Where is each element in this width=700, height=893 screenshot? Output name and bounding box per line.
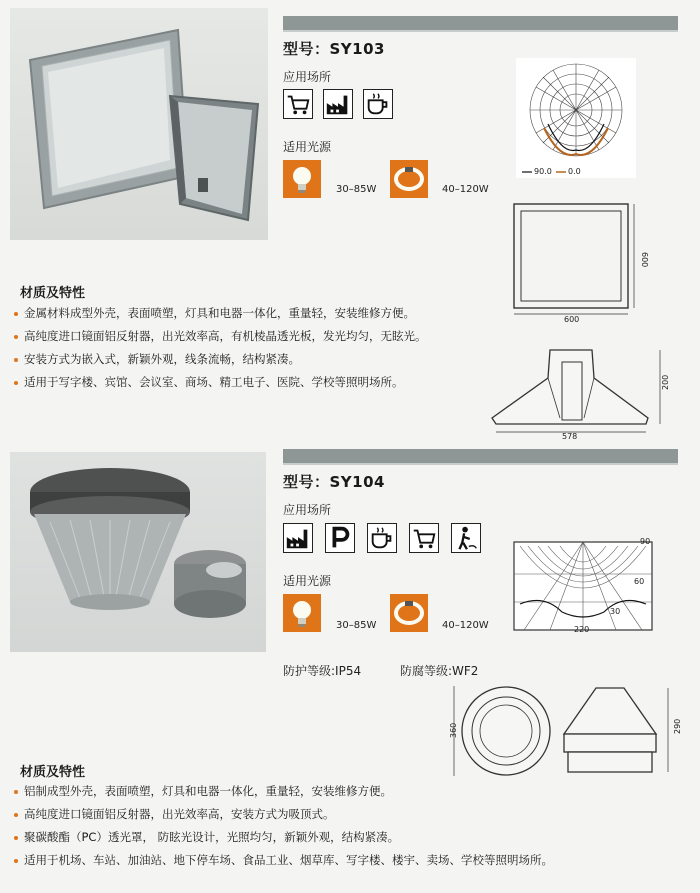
- wattage-bulb-sy104: 30–85W: [336, 620, 377, 631]
- feature-item: 适用于机场、车站、加油站、地下停车场、食品工业、烟草库、写字楼、楼宇、卖场、学校等照明场所。: [14, 849, 553, 872]
- dimension-drawing-side-sy104: [560, 682, 680, 782]
- light-source-label-sy103: 适用光源: [283, 140, 332, 154]
- grid-label-220: 220: [574, 625, 590, 634]
- worker-icon: [451, 523, 481, 553]
- feature-item: 高纯度进口镜面铝反射器，出光效率高，安装方式为吸顶式。: [14, 803, 553, 826]
- model-title-sy103: 型号：SY103: [283, 40, 385, 58]
- ring-lamp-icon: [390, 160, 428, 198]
- factory-icon: [323, 89, 353, 119]
- dimension-base: 578: [562, 432, 578, 441]
- wattage-bulb-sy103: 30–85W: [336, 184, 377, 195]
- dimension-height-sy104: 290: [673, 718, 682, 734]
- dimension-diameter: 360: [449, 722, 458, 738]
- model-title-sy104: 型号：SY104: [283, 473, 385, 491]
- dimension-drawing-top-sy104: [440, 682, 560, 782]
- feature-item: 高纯度进口镜面铝反射器，出光效率高，有机棱晶透光板，发光均匀，无眩光。: [14, 325, 427, 348]
- light-distribution-grid-sy104: [514, 534, 654, 634]
- dimension-drawing-plan-sy103: [508, 196, 658, 326]
- application-label-sy103: 应用场所: [283, 70, 332, 84]
- section-header-bar-2: [283, 449, 678, 465]
- dimension-drawing-profile-sy103: [488, 338, 678, 440]
- product-photo-sy103: [10, 8, 268, 240]
- factory-icon: [283, 523, 313, 553]
- parking-icon: [325, 523, 355, 553]
- shopping-cart-icon: [283, 89, 313, 119]
- ring-lamp-icon: [390, 594, 428, 632]
- features-heading-sy103: 材质及特性: [20, 286, 86, 301]
- grid-label-60: 60: [634, 577, 645, 586]
- feature-item: 金属材料成型外壳，表面喷塑，灯具和电器一体化，重量轻，安装维修方便。: [14, 302, 427, 325]
- corrosion-rating: 防腐等级:WF2: [400, 664, 479, 678]
- dimension-depth: 200: [661, 374, 670, 390]
- application-label-sy104: 应用场所: [283, 503, 332, 517]
- grid-label-90: 90: [640, 537, 651, 546]
- features-list-sy104: [14, 780, 553, 872]
- protection-rating: 防护等级:IP54: [283, 664, 362, 678]
- section-header-bar-1: [283, 16, 678, 32]
- bulb-icon: [283, 594, 321, 632]
- polar-legend-0: 0.0: [568, 167, 581, 176]
- feature-item: 铝制成型外壳，表面喷塑，灯具和电器一体化，重量轻，安装维修方便。: [14, 780, 553, 803]
- feature-item: 安装方式为嵌入式，新颖外观，线条流畅，结构紧凑。: [14, 348, 427, 371]
- dimension-height: 600: [640, 252, 649, 268]
- feature-item: 适用于写字楼、宾馆、会议室、商场、精工电子、医院、学校等照明场所。: [14, 371, 427, 394]
- polar-legend-90: 90.0: [534, 167, 552, 176]
- product-photo-sy104: [10, 452, 266, 652]
- cup-icon: [363, 89, 393, 119]
- shopping-cart-icon: [409, 523, 439, 553]
- features-heading-sy104: 材质及特性: [20, 765, 86, 780]
- cup-icon: [367, 523, 397, 553]
- dimension-width: 600: [564, 315, 580, 324]
- polar-distribution-chart-sy103: [516, 58, 636, 178]
- bulb-icon: [283, 160, 321, 198]
- wattage-ring-sy103: 40–120W: [442, 184, 489, 195]
- features-list-sy103: [14, 302, 427, 394]
- light-source-label-sy104: 适用光源: [283, 574, 332, 588]
- wattage-ring-sy104: 40–120W: [442, 620, 489, 631]
- grid-label-30: 30: [610, 607, 621, 616]
- feature-item: 聚碳酸酯（PC）透光罩， 防眩光设计，光照均匀，新颖外观，结构紧凑。: [14, 826, 553, 849]
